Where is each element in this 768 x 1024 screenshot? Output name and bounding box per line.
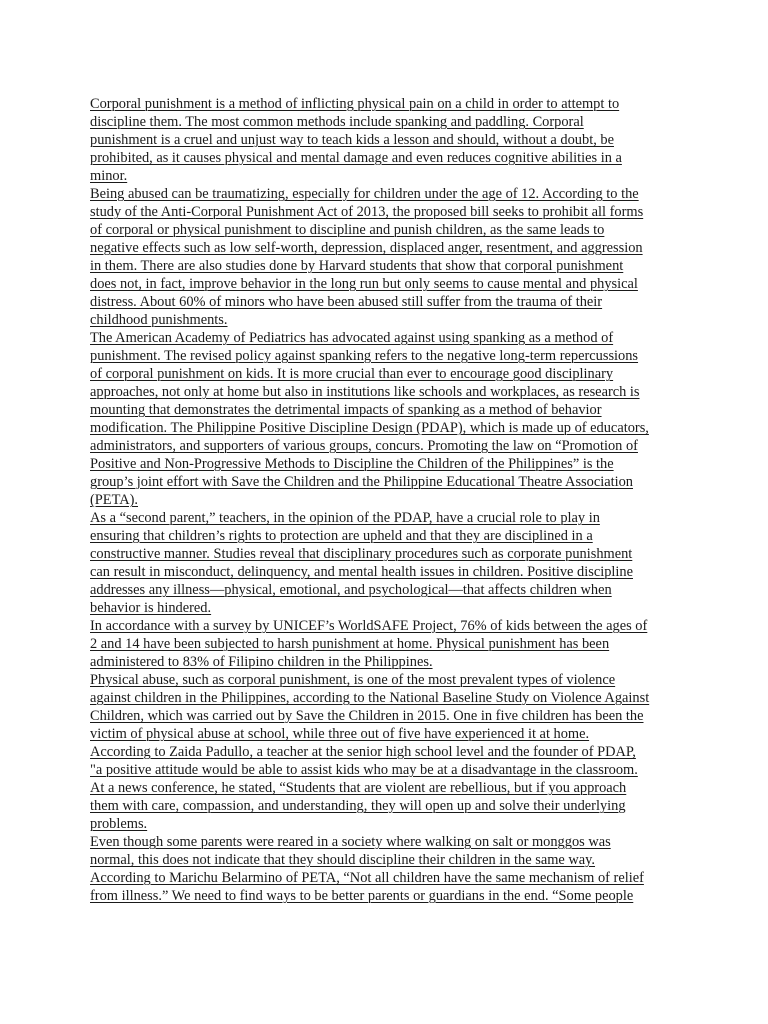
text-line: [90, 887, 690, 905]
paragraph: [90, 833, 690, 905]
text-line: [90, 473, 690, 491]
text-line-content: prohibited, as it causes physical and mental damage and even reduces cognitive abilities in a: [90, 150, 622, 166]
text-line: [90, 743, 690, 761]
text-line: [90, 599, 690, 617]
text-line: [90, 761, 690, 779]
text-line-content: At a news conference, he stated, “Students that are violent are rebellious, but if you approach: [90, 780, 627, 796]
text-line: [90, 455, 690, 473]
text-line-content: mounting that demonstrates the detrimental impacts of spanking as a method of behavior: [90, 402, 602, 418]
text-line: [90, 257, 690, 275]
text-line-content: childhood punishments.: [90, 312, 228, 328]
text-line: [90, 113, 690, 131]
text-line: [90, 275, 690, 293]
text-line-content: discipline them. The most common methods include spanking and paddling. Corporal: [90, 114, 584, 130]
text-line-content: According to Marichu Belarmino of PETA, “Not all children have the same mechanism of relief: [90, 870, 644, 886]
text-line-content: ensuring that children’s rights to protection are upheld and that they are disciplined in a: [90, 528, 593, 544]
text-line: [90, 797, 690, 815]
text-line: [90, 509, 690, 527]
text-line: [90, 383, 690, 401]
text-line-content: them with care, compassion, and understanding, they will open up and solve their underlying: [90, 798, 626, 814]
text-line: [90, 581, 690, 599]
text-line-content: minor.: [90, 168, 128, 184]
text-line: [90, 347, 690, 365]
paragraph: [90, 185, 690, 329]
text-line-content: Corporal punishment is a method of inflicting physical pain on a child in order to attempt to: [90, 96, 620, 112]
text-line-content: behavior is hindered.: [90, 600, 212, 616]
text-line: [90, 617, 690, 635]
text-line: [90, 419, 690, 437]
text-line: [90, 869, 690, 887]
paragraph: [90, 509, 690, 617]
text-line-content: administrators, and supporters of various groups, concurs. Promoting the law on “Promotion of: [90, 438, 638, 454]
text-line-content: modification. The Philippine Positive Discipline Design (PDAP), which is made up of educators,: [90, 420, 649, 436]
text-line: [90, 545, 690, 563]
text-line-content: Physical abuse, such as corporal punishment, is one of the most prevalent types of violence: [90, 672, 616, 688]
text-line-content: study of the Anti-Corporal Punishment Act of 2013, the proposed bill seeks to prohibit all forms: [90, 204, 644, 220]
text-line-content: (PETA).: [90, 492, 139, 508]
text-line-content: 2 and 14 have been subjected to harsh punishment at home. Physical punishment has been: [90, 636, 610, 652]
text-line-content: punishment. The revised policy against spanking refers to the negative long-term repercussions: [90, 348, 639, 364]
text-line-content: As a “second parent,” teachers, in the opinion of the PDAP, have a crucial role to play in: [90, 510, 600, 526]
paragraph: [90, 617, 690, 671]
text-line-content: against children in the Philippines, according to the National Baseline Study on Violence Against: [90, 690, 650, 706]
text-line: [90, 311, 690, 329]
paragraph: [90, 329, 690, 509]
text-line-content: administered to 83% of Filipino children in the Philippines.: [90, 654, 433, 670]
text-line-content: Being abused can be traumatizing, especially for children under the age of 12. According to the: [90, 186, 639, 202]
text-line: [90, 437, 690, 455]
text-line: [90, 527, 690, 545]
document-body: [90, 95, 690, 905]
text-line-content: can result in misconduct, delinquency, and mental health issues in children. Positive discipline: [90, 564, 633, 580]
text-line-content: constructive manner. Studies reveal that disciplinary procedures such as corporate punishment: [90, 546, 633, 562]
text-line-content: group’s joint effort with Save the Children and the Philippine Educational Theatre Association: [90, 474, 634, 490]
text-line: [90, 167, 690, 185]
text-line: [90, 203, 690, 221]
text-line-content: of corporal or physical punishment to discipline and punish children, as the same leads to: [90, 222, 605, 238]
text-line: [90, 671, 690, 689]
text-line: [90, 149, 690, 167]
text-line-content: According to Zaida Padullo, a teacher at the senior high school level and the founder of PDAP,: [90, 744, 636, 760]
text-line-content: victim of physical abuse at school, while three out of five have experienced it at home.: [90, 726, 590, 742]
text-line: [90, 491, 690, 509]
text-line: [90, 653, 690, 671]
text-line-content: Children, which was carried out by Save the Children in 2015. One in five children has been the: [90, 708, 644, 724]
text-line: [90, 779, 690, 797]
text-line-content: Even though some parents were reared in a society where walking on salt or monggos was: [90, 834, 611, 850]
text-line-content: of corporal punishment on kids. It is more crucial than ever to encourage good disciplinary: [90, 366, 614, 382]
text-line: [90, 185, 690, 203]
text-line-content: addresses any illness—physical, emotional, and psychological—that affects children when: [90, 582, 612, 598]
text-line-content: problems.: [90, 816, 148, 832]
paragraph: [90, 95, 690, 185]
paragraph: [90, 671, 690, 833]
text-line-content: distress. About 60% of minors who have been abused still suffer from the trauma of their: [90, 294, 603, 310]
text-line: [90, 365, 690, 383]
text-line: [90, 293, 690, 311]
text-line: [90, 401, 690, 419]
text-line: [90, 851, 690, 869]
text-line-content: In accordance with a survey by UNICEF’s WorldSAFE Project, 76% of kids between the ages of: [90, 618, 648, 634]
text-line-content: negative effects such as low self-worth, depression, displaced anger, resentment, and aggression: [90, 240, 643, 256]
text-line: [90, 635, 690, 653]
text-line-content: from illness.” We need to find ways to be better parents or guardians in the end. “Some people: [90, 888, 634, 904]
text-line-content: in them. There are also studies done by Harvard students that show that corporal punishment: [90, 258, 624, 274]
text-line: [90, 815, 690, 833]
text-line-content: does not, in fact, improve behavior in the long run but only seems to cause mental and physical: [90, 276, 638, 292]
text-line: [90, 239, 690, 257]
text-line-content: punishment is a cruel and unjust way to teach kids a lesson and should, without a doubt, be: [90, 132, 614, 148]
text-line: [90, 725, 690, 743]
text-line: [90, 131, 690, 149]
text-line-content: approaches, not only at home but also in institutions like schools and workplaces, as research is: [90, 384, 640, 400]
text-line: [90, 707, 690, 725]
text-line: [90, 563, 690, 581]
text-line-content: The American Academy of Pediatrics has advocated against using spanking as a method of: [90, 330, 614, 346]
text-line: [90, 689, 690, 707]
text-line: [90, 95, 690, 113]
text-line: [90, 329, 690, 347]
text-line: [90, 221, 690, 239]
text-line-content: normal, this does not indicate that they should discipline their children in the same way.: [90, 852, 596, 868]
text-line-content: Positive and Non-Progressive Methods to Discipline the Children of the Philippines” is the: [90, 456, 614, 472]
text-line: [90, 833, 690, 851]
text-line-content: "a positive attitude would be able to assist kids who may be at a disadvantage in the classroom.: [90, 762, 638, 778]
